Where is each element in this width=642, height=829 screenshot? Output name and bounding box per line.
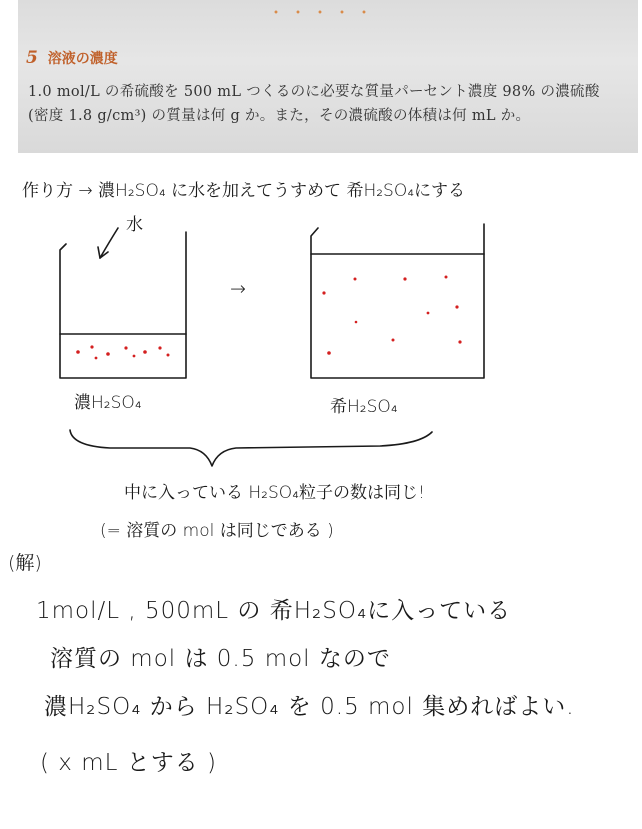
right-beaker-label: 希H₂SO₄ [330,397,398,417]
answer-line-3: 濃H₂SO₄ から H₂SO₄ を 0.5 mol 集めればよい. [44,694,575,720]
grouping-brace [70,430,432,466]
problem-number: 5 [26,48,38,68]
method-note: 作り方 → 濃H₂SO₄ に水を加えてうすめて 希H₂SO₄にする [22,181,466,201]
left-beaker-particles [76,345,169,359]
problem-line-1: 1.0 mol/L の希硫酸を 500 mL つくるのに必要な質量パーセント濃度 98% の濃硫酸 [28,84,600,100]
decoration-dots: ・・・・・ [268,3,379,22]
solute-same-note: (= 溶質の mol は同じである ) [100,521,334,541]
water-arrow-shaft [100,228,118,258]
answer-line-2: 溶質の mol は 0.5 mol なので [50,646,391,672]
answer-line-1: 1mol/L , 500mL の 希H₂SO₄に入っている [36,598,512,624]
water-label: 水 [126,215,143,235]
problem-title: 溶液の濃度 [47,51,118,67]
problem-line-2: (密度 1.8 g/cm³) の質量は何 g か。また，その濃硫酸の体積は何 mL か。 [28,108,531,124]
particles-same-note: 中に入っている H₂SO₄粒子の数は同じ! [124,483,425,503]
right-beaker-particles [322,276,461,355]
answer-line-4: ( x mL とする ) [40,750,218,776]
right-beaker [311,224,484,378]
transition-arrow: → [230,278,246,300]
answer-mark: (解) [8,552,42,574]
left-beaker-label: 濃H₂SO₄ [74,393,142,413]
